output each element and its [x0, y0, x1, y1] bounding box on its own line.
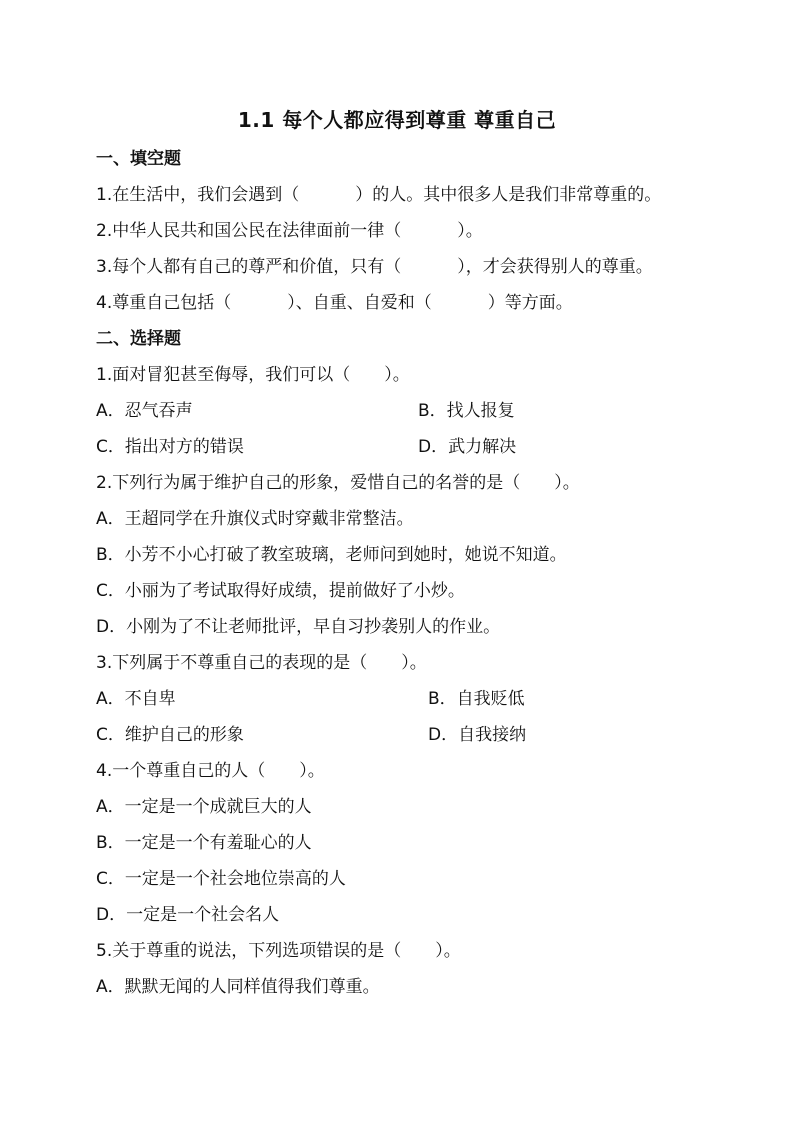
question-text: ）、自重、自爱和（ [287, 293, 432, 313]
option-a: A．王超同学在升旗仪式时穿戴非常整洁。 [96, 509, 414, 529]
question-text: 1.在生活中，我们会遇到（ [96, 185, 300, 205]
question-text: 3.每个人都有自己的尊严和价值，只有（ [96, 257, 402, 277]
option-d: D．小刚为了不让老师批评，早自习抄袭别人的作业。 [96, 617, 501, 637]
choice-question-3: 3.下列属于不尊重自己的表现的是（ ）。 [96, 653, 427, 673]
fill-blank-question-3 [96, 252, 653, 277]
question-text: ）的人。其中很多人是我们非常尊重的。 [355, 185, 662, 205]
fill-blank-question-2 [96, 216, 483, 241]
option-d: D．武力解决 [418, 437, 517, 457]
option-c: C．维护自己的形象 [96, 725, 244, 745]
option-c: C．一定是一个社会地位崇高的人 [96, 869, 346, 889]
option-c: C．指出对方的错误 [96, 437, 244, 457]
option-b: B．一定是一个有羞耻心的人 [96, 833, 312, 853]
page-title: 1.1 每个人都应得到尊重 尊重自己 [237, 108, 557, 132]
option-a: A．默默无闻的人同样值得我们尊重。 [96, 977, 380, 997]
question-text: 2.中华人民共和国公民在法律面前一律（ [96, 221, 402, 241]
question-text: ）。 [457, 221, 483, 241]
option-b: B．找人报复 [418, 401, 515, 421]
question-text: 4.尊重自己包括（ [96, 293, 232, 313]
option-b: B．小芳不小心打破了教室玻璃，老师问到她时，她说不知道。 [96, 545, 567, 565]
option-a: A．一定是一个成就巨大的人 [96, 797, 312, 817]
option-a: A．不自卑 [96, 689, 176, 709]
choice-question-2: 2.下列行为属于维护自己的形象，爱惜自己的名誉的是（ ）。 [96, 473, 580, 493]
option-a: A．忍气吞声 [96, 401, 193, 421]
fill-blank-question-4 [96, 288, 573, 313]
question-text: ），才会获得别人的尊重。 [457, 257, 653, 277]
choice-question-1: 1.面对冒犯甚至侮辱，我们可以（ ）。 [96, 365, 410, 385]
fill-blank-question-1 [96, 180, 661, 205]
option-d: D．自我接纳 [428, 725, 527, 745]
option-b: B．自我贬低 [428, 689, 525, 709]
section-heading-multiple-choice: 二、选择题 [96, 329, 181, 349]
choice-question-5: 5.关于尊重的说法，下列选项错误的是（ ）。 [96, 941, 461, 961]
option-c: C．小丽为了考试取得好成绩，提前做好了小炒。 [96, 581, 465, 601]
choice-question-4: 4.一个尊重自己的人（ ）。 [96, 761, 325, 781]
question-text: ）等方面。 [487, 293, 573, 313]
option-d: D．一定是一个社会名人 [96, 905, 280, 925]
section-heading-fill-blank: 一、填空题 [96, 149, 181, 169]
